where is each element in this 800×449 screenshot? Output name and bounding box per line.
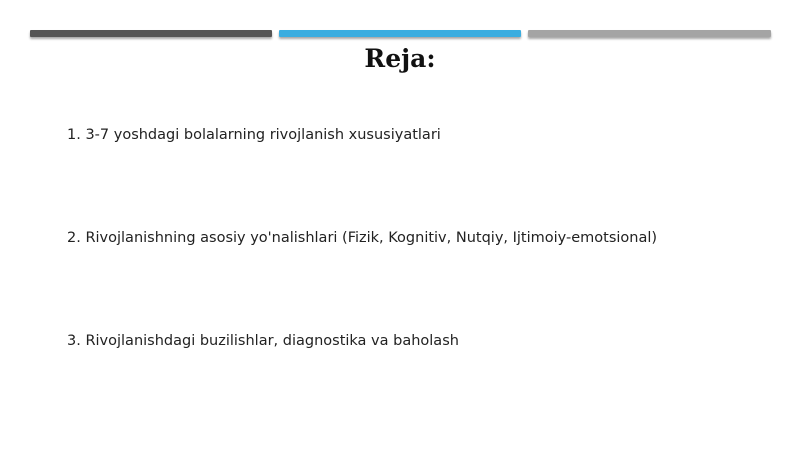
header-bar-blue (279, 30, 521, 37)
slide-title: Reja: (364, 44, 436, 73)
header-bar-dark (30, 30, 272, 37)
plan-item-1: 1. 3-7 yoshdagi bolalarning rivojlanish xususiyatlari (67, 127, 441, 143)
plan-item-2: 2. Rivojlanishning asosiy yo'nalishlari (Fizik, Kognitiv, Nutqiy, Ijtimoiy-emotsional) (67, 230, 658, 246)
header-bars (30, 30, 771, 38)
plan-item-3: 3. Rivojlanishdagi buzilishlar, diagnostika va baholash (67, 333, 459, 349)
header-bar-gray (528, 30, 771, 37)
